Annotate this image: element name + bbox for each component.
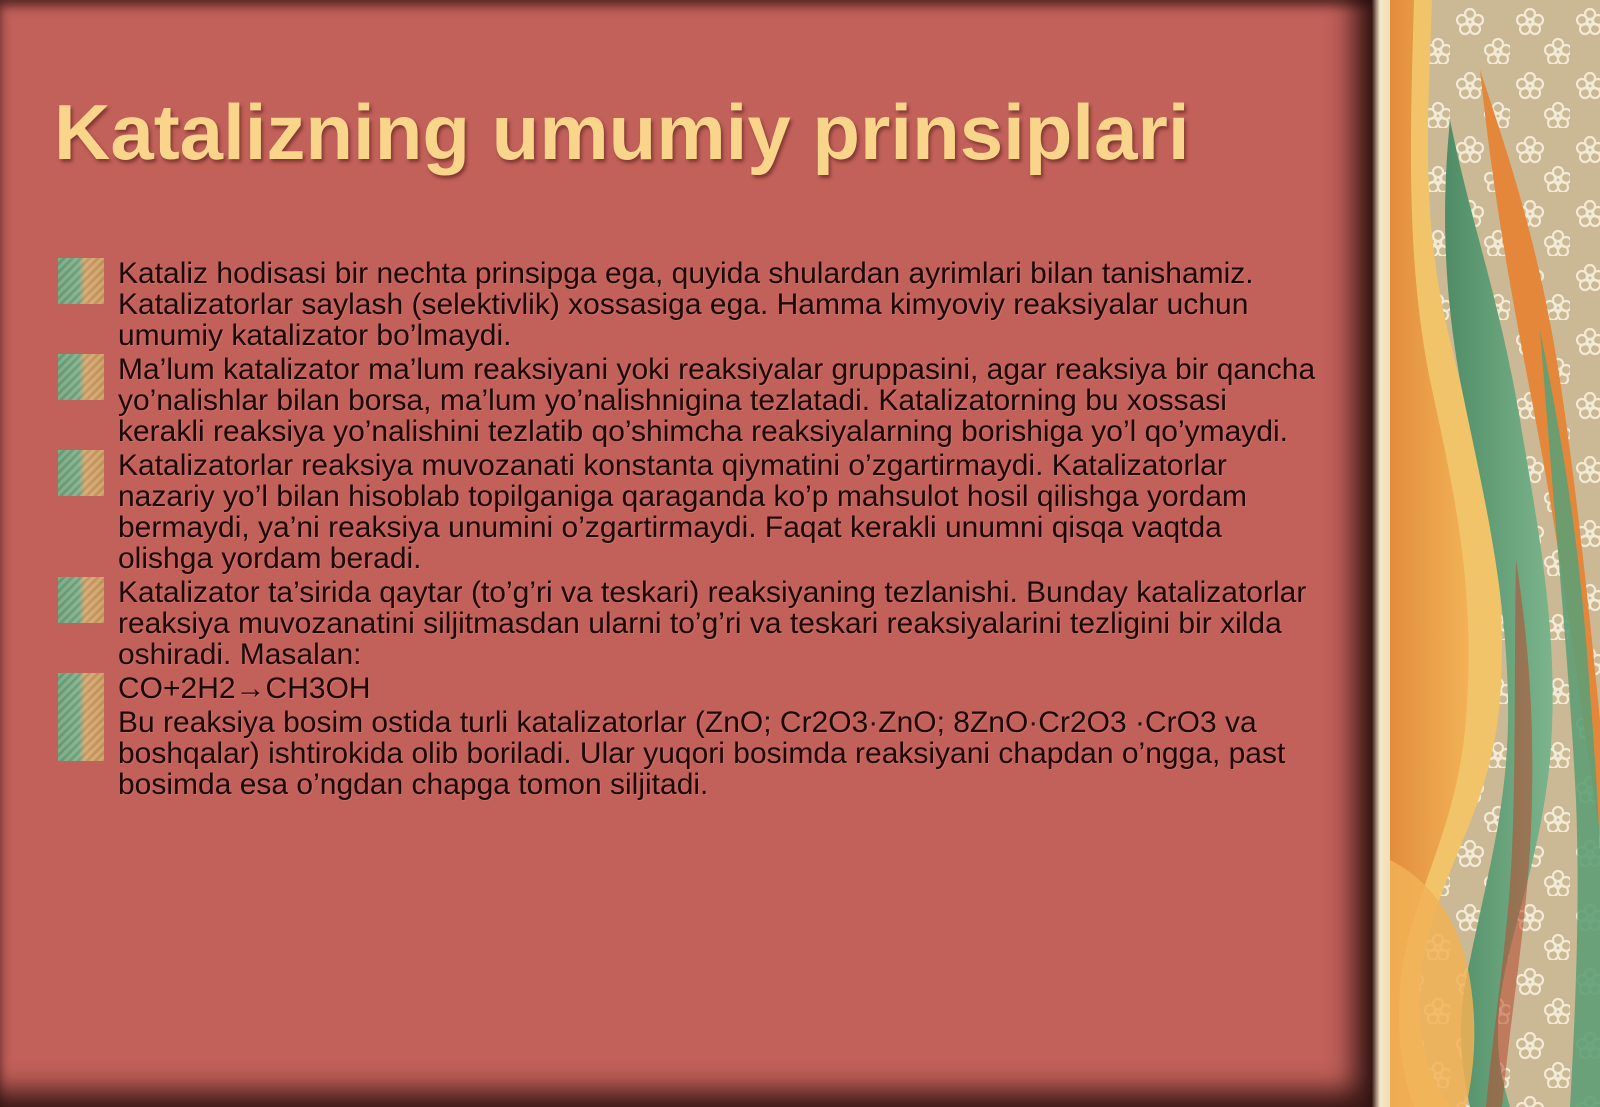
list-item bbox=[58, 354, 1320, 447]
bullet-marker-icon bbox=[58, 450, 104, 496]
bullet-marker-icon bbox=[58, 258, 104, 304]
list-item-text: Ma’lum katalizator ma’lum reaksiyani yoki reaksiyalar gruppasini, agar reaksiya bir qancha yo’nalishlar bilan borsa, ma’lum yo’nalishnigina tezlatadi. Katalizatorning bu xossasi kerakli reaksiya yo’nalishini tezlatib qo’shimcha reaksiyalarning borishiga yo’l qo’ymaydi. bbox=[118, 353, 1316, 448]
list-item-text: Katalizator ta’sirida qaytar (to’g’ri va teskari) reaksiyaning tezlanishi. Bunday katalizatorlar reaksiya muvozanatini siljitmasdan ularni to’g’ri va teskari reaksiyalarini tezligini bir xilda oshiradi. Masalan: bbox=[118, 576, 1307, 671]
list-item bbox=[58, 450, 1320, 574]
slide-title: Katalizning umumiy prinsiplari bbox=[54, 88, 1190, 176]
list-item bbox=[58, 258, 1320, 351]
list-item bbox=[58, 707, 1320, 800]
list-item-text: Katalizatorlar reaksiya muvozanati konstanta qiymatini o’zgartirmaydi. Katalizatorlar nazariy yo’l bilan hisoblab topilganiga qaraganda ko’p mahsulot hosil qilishga yordam bermaydi, ya’ni reaksiya unumini o’zgartirmaydi. Faqat kerakli unumni qisqa vaqtda olishga yordam beradi. bbox=[118, 449, 1248, 575]
floral-ribbon-decoration-icon bbox=[1390, 0, 1600, 1107]
bullet-list bbox=[58, 258, 1320, 803]
list-item bbox=[58, 577, 1320, 670]
decorative-border bbox=[1372, 0, 1392, 1107]
list-item-text: Bu reaksiya bosim ostida turli katalizatorlar (ZnO; Cr2O3·ZnO; 8ZnO·Cr2O3 ·CrO3 va boshqalar) ishtirokida olib boriladi. Ular yuqori bosimda reaksiyani chapdan o’ngga, past bosimda esa o’ngdan chapga tomon siljitadi. bbox=[118, 706, 1286, 801]
bullet-marker-icon bbox=[58, 577, 104, 623]
list-item-text: Kataliz hodisasi bir nechta prinsipga ega, quyida shulardan ayrimlari bilan tanishamiz. Katalizatorlar saylash (selektivlik) xossasiga ega. Hamma kimyoviy reaksiyalar uchun umumiy katalizator bo’lmaydi. bbox=[118, 257, 1254, 352]
list-item bbox=[58, 673, 1320, 704]
list-item-text: CO+2H2→CH3OH bbox=[118, 672, 371, 705]
decorative-side-panel bbox=[1390, 0, 1600, 1107]
bullet-marker-icon bbox=[58, 354, 104, 400]
